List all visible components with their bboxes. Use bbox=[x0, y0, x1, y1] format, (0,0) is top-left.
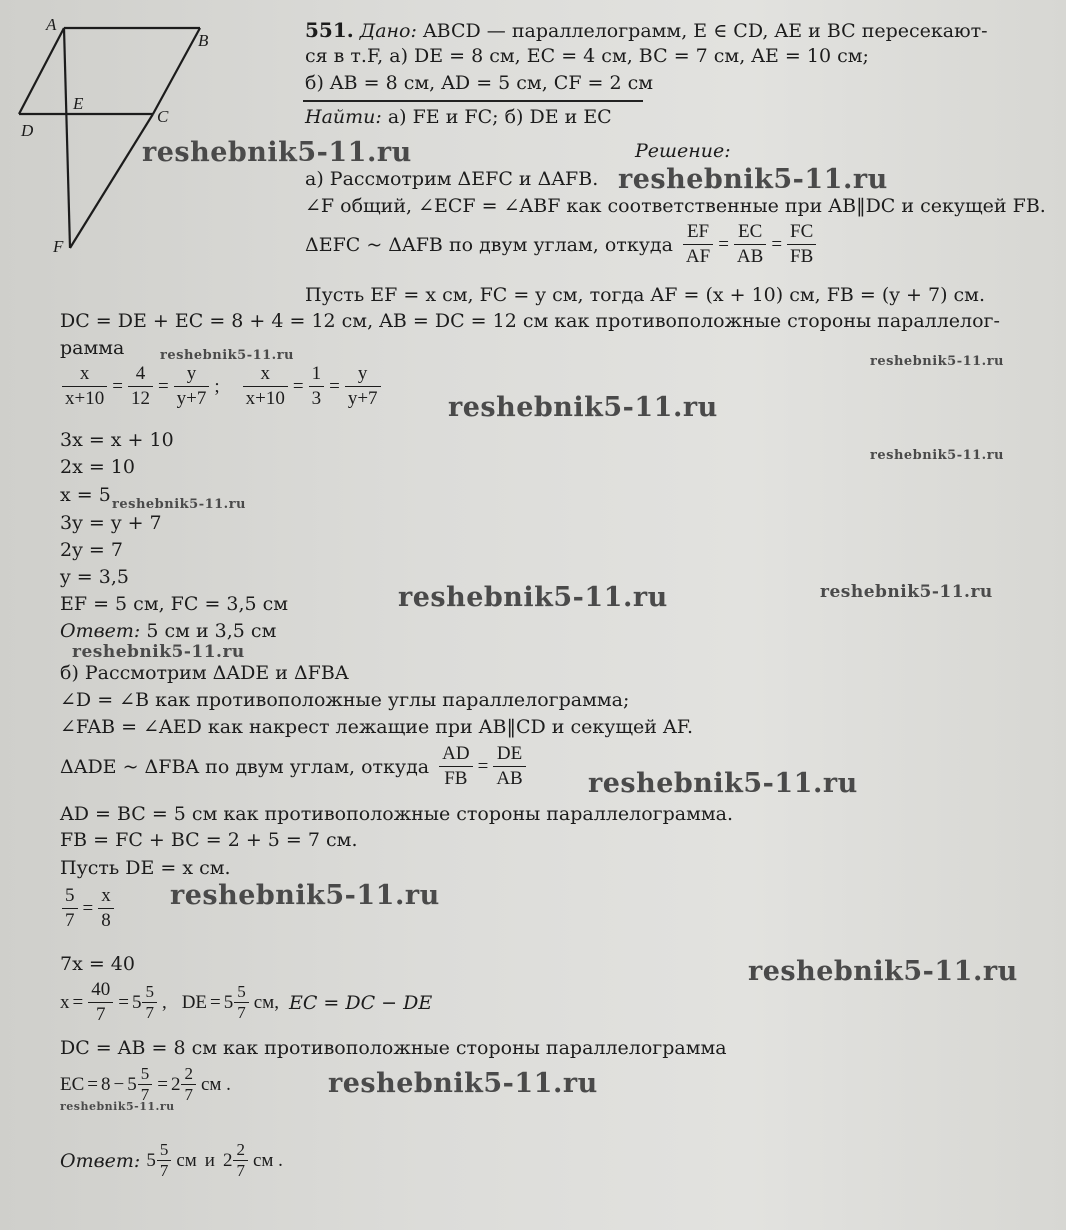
a-line-6: рамма bbox=[60, 337, 125, 359]
bans-f1-n: 5 bbox=[157, 1140, 172, 1161]
bec-lhs: EC bbox=[60, 1073, 85, 1095]
find-label: Найти: bbox=[305, 106, 382, 128]
p2-d1: x+10 bbox=[245, 388, 285, 409]
solution-label: Решение: bbox=[635, 140, 731, 162]
a-line-1: а) Рассмотрим ΔEFC и ΔAFB. bbox=[305, 168, 599, 190]
label-c: C bbox=[157, 107, 169, 126]
b-line-2: ∠D = ∠B как противоположные углы параллелограмма; bbox=[60, 689, 630, 711]
p1-d1: x+10 bbox=[65, 388, 105, 409]
a-line-2: ∠F общий, ∠ECF = ∠ABF как соответственные при AB‖DC и секущей FB. bbox=[305, 195, 1046, 217]
given-line-1 bbox=[305, 19, 988, 42]
b-ratio-n2: DE bbox=[493, 742, 525, 767]
find-line bbox=[305, 106, 612, 128]
b-line-3: ∠FAB = ∠AED как накрест лежащие при AB‖CD и секущей AF. bbox=[60, 716, 693, 738]
bp-d2: 8 bbox=[101, 910, 111, 931]
label-d: D bbox=[21, 121, 34, 140]
b-ec-expression: EC = DC − DE bbox=[288, 991, 433, 1014]
bans-f1-d: 7 bbox=[159, 1161, 169, 1180]
ratio-af: AF bbox=[685, 246, 711, 267]
bec-b-d: 7 bbox=[140, 1085, 150, 1104]
p2-d3: y+7 bbox=[347, 388, 378, 409]
bde-whole: 5 bbox=[223, 991, 234, 1013]
segment-af bbox=[64, 28, 70, 248]
given-text-1: ABCD — параллелограмм, E ∈ CD, AE и BC пересекают- bbox=[422, 20, 988, 42]
side-da bbox=[19, 28, 64, 114]
a-proportions bbox=[60, 362, 383, 411]
b-ratio-d1: FB bbox=[444, 768, 468, 789]
b-line-8: DC = AB = 8 см как противоположные стороны параллелограмма bbox=[60, 1037, 727, 1059]
watermark: reshebnik5-11.ru bbox=[870, 354, 1005, 369]
b-line-7: Пусть DE = x см. bbox=[60, 857, 231, 879]
b-line-6: FB = FC + BC = 2 + 5 = 7 см. bbox=[60, 829, 358, 851]
label-e: E bbox=[73, 94, 84, 113]
given-line-2: ся в т.F, а) DE = 8 см, EC = 4 см, BC = 7 см, AE = 10 см; bbox=[305, 45, 869, 67]
a-line-5: DC = DE + EC = 8 + 4 = 12 см, AB = DC = 12 см как противоположные стороны параллелог- bbox=[60, 310, 1000, 332]
ratio-fc: FC bbox=[787, 220, 816, 245]
a-similarity-text: ΔEFC ~ ΔAFB по двум углам, откуда bbox=[305, 233, 673, 256]
a-eq-6: y = 3,5 bbox=[60, 566, 129, 588]
b-proportion: $\frac{5}{7}$ = $\frac{x}{8}$ bbox=[60, 884, 116, 933]
watermark: reshebnik5-11.ru bbox=[142, 137, 412, 168]
p2-n3: y bbox=[345, 362, 381, 387]
bde-f-n: 5 bbox=[234, 982, 249, 1003]
a-answer bbox=[60, 620, 276, 642]
a-eq-4: 3y = y + 7 bbox=[60, 512, 162, 534]
bans-f2-n: 2 bbox=[233, 1140, 248, 1161]
label-b: B bbox=[198, 31, 209, 50]
watermark: reshebnik5-11.ru bbox=[170, 880, 440, 911]
watermark: reshebnik5-11.ru bbox=[618, 164, 888, 195]
a-line-4: Пусть EF = x см, FC = y см, тогда AF = (x + 10) см, FB = (y + 7) см. bbox=[305, 284, 986, 306]
watermark: reshebnik5-11.ru bbox=[72, 642, 245, 662]
given-label: Дано: bbox=[359, 20, 417, 42]
ratio-fb: FB bbox=[790, 246, 814, 267]
watermark: reshebnik5-11.ru bbox=[820, 582, 993, 602]
bx-f2-n: 5 bbox=[142, 982, 157, 1003]
ratio-ec: EC bbox=[734, 220, 766, 245]
watermark: reshebnik5-11.ru bbox=[112, 497, 247, 512]
bans-and: и bbox=[204, 1149, 215, 1171]
bec-c-whole: 2 bbox=[170, 1073, 181, 1095]
b-answer bbox=[60, 1140, 283, 1181]
watermark: reshebnik5-11.ru bbox=[160, 348, 295, 363]
b-ec-solution: EC = 8 − 5 $\frac{5}{7}$ = 2 $\frac{2}{7}$ см . bbox=[60, 1064, 231, 1104]
watermark: reshebnik5-11.ru bbox=[398, 582, 668, 613]
bans-f2-d: 7 bbox=[236, 1161, 245, 1180]
bans-u1: см bbox=[176, 1149, 197, 1171]
bans-w1: 5 bbox=[146, 1149, 156, 1171]
b-ratio-n1: AD bbox=[439, 742, 472, 767]
b-ratio: $\frac{AD}{FB}$ = $\frac{DE}{AB}$ bbox=[437, 742, 528, 791]
bx-lhs: x bbox=[60, 991, 70, 1013]
ratio-ef: EF bbox=[683, 220, 713, 245]
b-ratio-d2: AB bbox=[496, 768, 523, 789]
b-line-5: AD = BC = 5 см как противоположные стороны параллелограмма. bbox=[60, 803, 734, 825]
bde-unit: см, bbox=[253, 991, 279, 1013]
bde-f-d: 7 bbox=[237, 1003, 246, 1022]
a-answer-text: 5 см и 3,5 см bbox=[146, 620, 277, 642]
bx-f1-d: 7 bbox=[95, 1004, 106, 1025]
bec-c-d: 7 bbox=[184, 1085, 193, 1104]
label-f: F bbox=[53, 237, 64, 256]
p2-n1: x bbox=[243, 362, 288, 387]
side-bc bbox=[153, 28, 200, 114]
bp-d1: 7 bbox=[65, 910, 75, 931]
bx-whole: 5 bbox=[131, 991, 142, 1013]
watermark: reshebnik5-11.ru bbox=[870, 448, 1005, 463]
p1-d3: y+7 bbox=[176, 388, 207, 409]
bans-u2: см . bbox=[252, 1149, 283, 1171]
p1-n1: x bbox=[62, 362, 107, 387]
segment-cf bbox=[70, 114, 153, 248]
a-eq-7: EF = 5 см, FC = 3,5 см bbox=[60, 593, 289, 615]
watermark: reshebnik5-11.ru bbox=[748, 956, 1018, 987]
a-ratio: $\frac{EF}{AF}$ = $\frac{EC}{AB}$ = $\frac{FC}{FB}$ bbox=[681, 220, 818, 269]
bp-n1: 5 bbox=[62, 884, 78, 909]
b-line-4 bbox=[60, 742, 528, 791]
b-eq-1: 7x = 40 bbox=[60, 953, 135, 975]
given-line-3: б) AB = 8 см, AD = 5 см, CF = 2 см bbox=[305, 72, 654, 94]
p1-d2: 12 bbox=[130, 388, 150, 409]
a-eq-5: 2y = 7 bbox=[60, 539, 123, 561]
a-eq-3: x = 5 bbox=[60, 484, 111, 506]
b-x-solution: x = $\frac{40}{7}$ = 5 $\frac{5}{7}$ , DE = 5 $\frac{5}{7}$ см, EC = DC − DE bbox=[60, 979, 433, 1025]
a-proportion-1: $\frac{x}{x+10}$ = $\frac{4}{12}$ = $\frac{y}{y+7}$ ; bbox=[60, 362, 223, 411]
bec-b-n: 5 bbox=[138, 1064, 153, 1085]
watermark: reshebnik5-11.ru bbox=[588, 768, 858, 799]
b-line-1: б) Рассмотрим ΔADE и ΔFBA bbox=[60, 662, 349, 684]
bec-c-n: 2 bbox=[181, 1064, 196, 1085]
watermark: reshebnik5-11.ru bbox=[328, 1068, 598, 1099]
p1-n2: 4 bbox=[128, 362, 153, 387]
p2-n2: 1 bbox=[309, 362, 325, 387]
a-line-3 bbox=[305, 220, 818, 269]
bde-lhs: DE bbox=[181, 991, 208, 1013]
watermark: reshebnik5-11.ru bbox=[60, 1100, 175, 1113]
a-proportion-2: $\frac{x}{x+10}$ = $\frac{1}{3}$ = $\frac{y}{y+7}$ bbox=[241, 362, 383, 411]
bx-f2-d: 7 bbox=[145, 1003, 154, 1022]
problem-number: 551. bbox=[305, 18, 354, 42]
bec-a: 8 bbox=[101, 1073, 111, 1095]
label-a: A bbox=[46, 18, 57, 34]
bec-b-whole: 5 bbox=[127, 1073, 137, 1095]
find-text: а) FE и FC; б) DE и EC bbox=[387, 106, 612, 128]
bec-unit: см . bbox=[200, 1073, 231, 1095]
bx-f1-n: 40 bbox=[88, 978, 113, 1003]
bans-w2: 2 bbox=[222, 1149, 233, 1171]
bp-n2: x bbox=[98, 884, 114, 909]
p2-d2: 3 bbox=[311, 388, 322, 409]
p1-n3: y bbox=[174, 362, 210, 387]
a-eq-2: 2x = 10 bbox=[60, 456, 135, 478]
watermark: reshebnik5-11.ru bbox=[448, 392, 718, 423]
ratio-ab: AB bbox=[736, 246, 764, 267]
b-similarity-text: ΔADE ~ ΔFBA по двум углам, откуда bbox=[60, 755, 430, 778]
given-divider bbox=[303, 100, 643, 102]
a-answer-label: Ответ: bbox=[60, 620, 141, 642]
b-answer-label: Ответ: bbox=[60, 1149, 141, 1172]
a-eq-1: 3x = x + 10 bbox=[60, 429, 174, 451]
